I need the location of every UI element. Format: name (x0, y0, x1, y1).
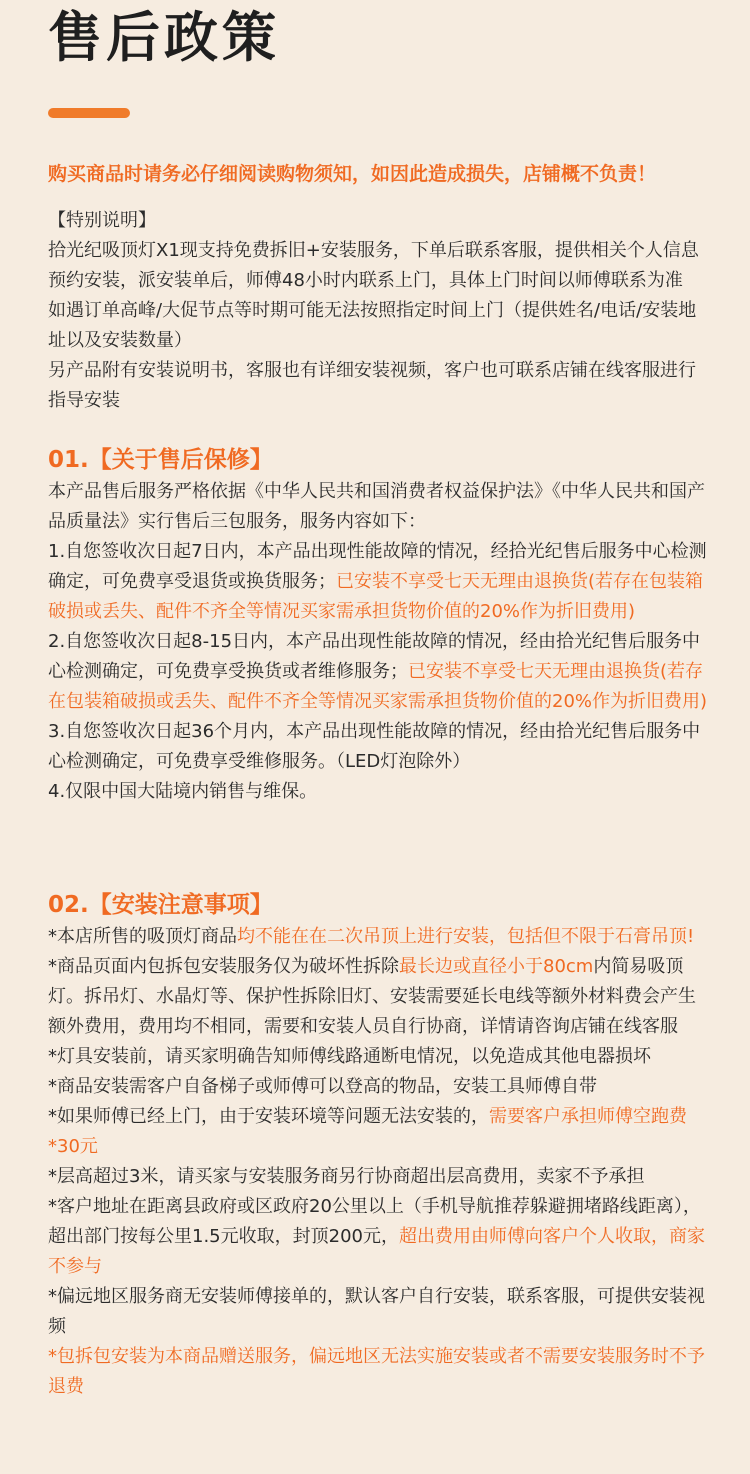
install-note-5-text: *如果师傅已经上门，由于安装环境等问题无法安装的， (48, 1106, 489, 1127)
warranty-item-1-highlight: 已安装不享受七天无理由退换货(若存在包装箱破损或丢失、配件不齐全等情况买家需承担货物价值的20%作为折旧费用) (48, 571, 704, 622)
install-note-4: *商品安装需客户自备梯子或师傅可以登高的物品，安装工具师傅自带 (48, 1076, 597, 1097)
warranty-item-2-text: 2.自您签收次日起8-15日内，本产品出现性能故障的情况，经由拾光纪售后服务中心检测确定，可免费享受换货或者维修服务； (48, 631, 701, 682)
install-note-8: *偏远地区服务商无安装师傅接单的，默认客户自行安装，联系客服，可提供安装视频 (48, 1286, 705, 1337)
warranty-item-2 (48, 627, 712, 717)
install-note-2 (48, 952, 712, 1042)
warranty-item-4: 4.仅限中国大陆境内销售与维保。 (48, 781, 318, 802)
install-note-5 (48, 1102, 712, 1162)
section-warranty-body (48, 477, 712, 807)
install-note-1-highlight: 均不能在在二次吊顶上进行安装，包括但不限于石膏吊顶! (237, 926, 695, 947)
section-warranty-heading: 01.【关于售后保修】 (48, 447, 273, 473)
title-underline-bar (48, 108, 130, 118)
install-note-3: *灯具安装前，请买家明确告知师傅线路通断电情况，以免造成其他电器损坏 (48, 1046, 651, 1067)
install-note-1 (48, 922, 712, 952)
warranty-item-3: 3.自您签收次日起36个月内，本产品出现性能故障的情况，经由拾光纪售后服务中心检测确定，可免费享受维修服务。（LED灯泡除外） (48, 721, 701, 772)
install-note-2-highlight: 最长边或直径小于80cm (399, 956, 594, 977)
install-note-7-text: *客户地址在距离县政府或区政府20公里以上（手机导航推荐躲避拥堵路线距离），超出部门按每公里1.5元收取，封顶200元， (48, 1196, 701, 1247)
install-note-1-text: *本店所售的吸顶灯商品 (48, 926, 237, 947)
install-note-2-text: *商品页面内包拆包安装服务仅为破坏性拆除 (48, 956, 399, 977)
install-note-2-text-cont: 内简易吸顶灯。拆吊灯、水晶灯等、保护性拆除旧灯、安装需要延长电线等额外材料费会产生额外费用，费用均不相同，需要和安装人员自行协商，详情请咨询店铺在线客服 (48, 956, 696, 1037)
special-notes-paragraph: 如遇订单高峰/大促节点等时期可能无法按照指定时间上门（提供姓名/电话/安装地址以及安装数量） (48, 300, 697, 351)
warranty-item-1-text: 1.自您签收次日起7日内，本产品出现性能故障的情况，经拾光纪售后服务中心检测确定，可免费享受退货或换货服务； (48, 541, 707, 592)
special-notes-heading: 【特别说明】 (48, 210, 156, 231)
install-note-9: *包拆包安装为本商品赠送服务，偏远地区无法实施安装或者不需要安装服务时不予退费 (48, 1346, 705, 1397)
section-installation-body (48, 922, 712, 1402)
warranty-item-2-highlight: 已安装不享受七天无理由退换货(若存在包装箱破损或丢失、配件不齐全等情况买家需承担货物价值的20%作为折旧费用) (48, 661, 708, 712)
install-note-7-highlight: 超出费用由师傅向客户个人收取，商家不参与 (48, 1226, 705, 1277)
install-note-6: *层高超过3米，请买家与安装服务商另行协商超出层高费用，卖家不予承担 (48, 1166, 645, 1187)
special-notes-paragraph: 另产品附有安装说明书，客服也有详细安装视频，客户也可联系店铺在线客服进行指导安装 (48, 360, 696, 411)
purchase-warning: 购买商品时请务必仔细阅读购物须知，如因此造成损失，店铺概不负责！ (48, 163, 657, 185)
section-installation-heading: 02.【安装注意事项】 (48, 892, 273, 918)
install-note-5-highlight: 需要客户承担师傅空跑费*30元 (48, 1106, 687, 1157)
page-title: 售后政策 (48, 6, 280, 69)
install-note-7 (48, 1192, 712, 1282)
warranty-item-1 (48, 537, 712, 627)
warranty-intro: 本产品售后服务严格依据《中华人民共和国消费者权益保护法》《中华人民共和国产品质量法》实行售后三包服务，服务内容如下： (48, 481, 705, 532)
special-notes-paragraph: 拾光纪吸顶灯X1现支持免费拆旧+安装服务，下单后联系客服，提供相关个人信息预约安装，派安装单后，师傅48小时内联系上门，具体上门时间以师傅联系为准 (48, 240, 699, 291)
special-notes-block (48, 206, 712, 416)
